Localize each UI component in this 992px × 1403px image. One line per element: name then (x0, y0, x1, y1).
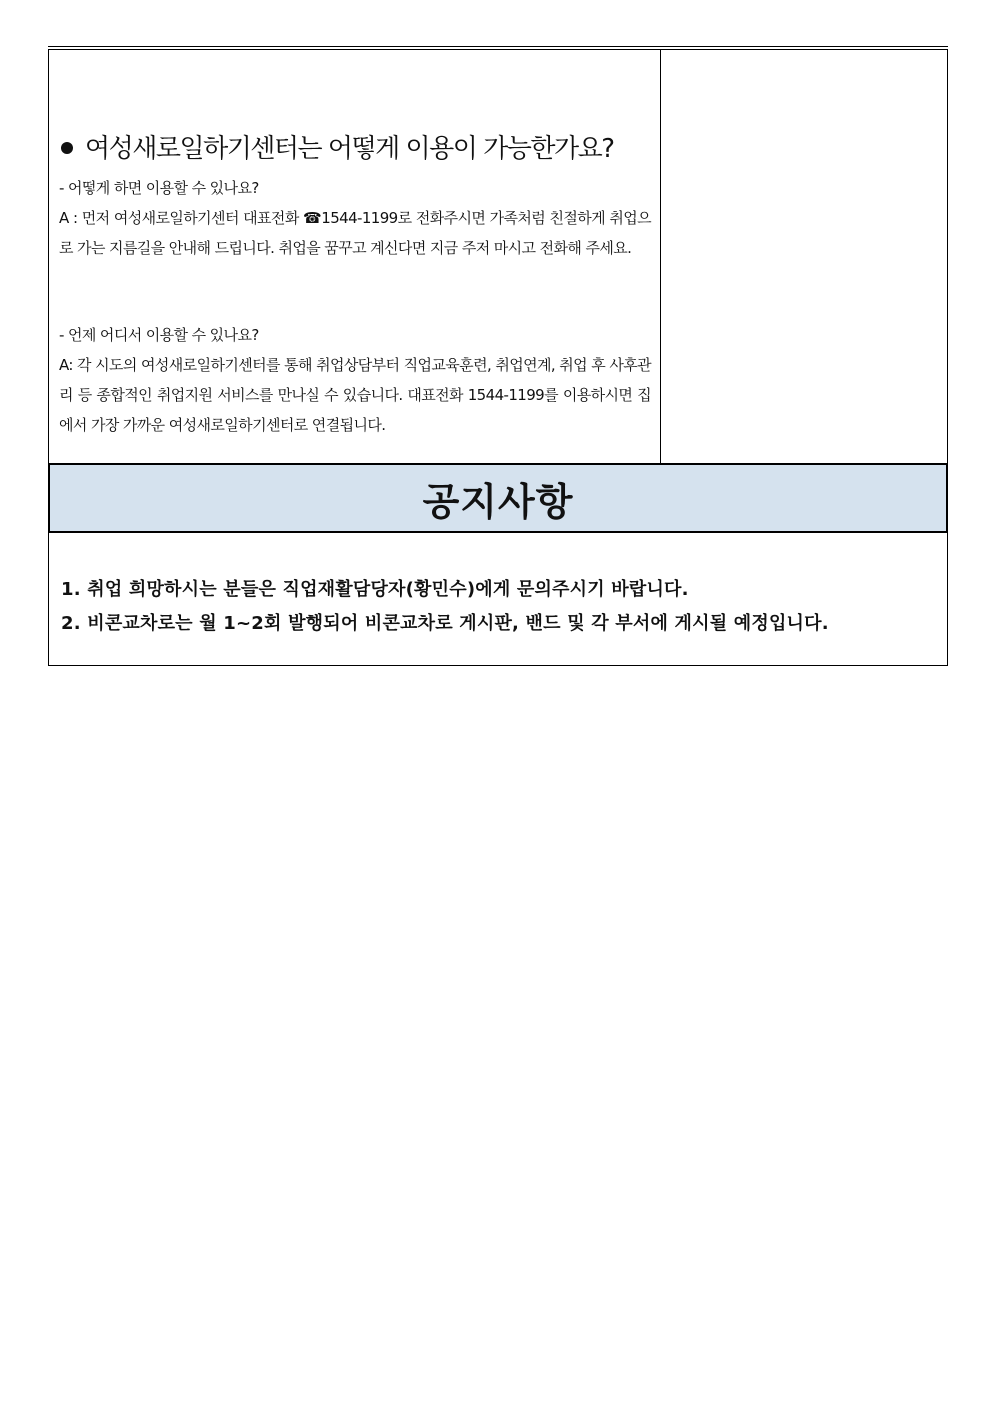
qa-block-2 (59, 320, 651, 440)
notice-item: 2. 비콘교차로는 월 1~2회 발행되어 비콘교차로 게시판, 밴드 및 각 부서에 게시될 예정입니다. (61, 613, 829, 634)
answer-1: A : 먼저 여성새로일하기센터 대표전화 ☎1544-1199로 전화주시면 가족처럼 친절하게 취업으로 가는 지름길을 안내해 드립니다. 취업을 꿈꾸고 계신다면 지금 주저 마시고 전화해 주세요. (59, 209, 651, 257)
empty-side-cell (661, 50, 947, 463)
notice-list (61, 573, 829, 641)
qa-block-1 (59, 173, 651, 263)
question-1: - 어떻게 하면 이용할 수 있나요? (59, 179, 259, 197)
notice-header (48, 463, 948, 533)
qa-heading (59, 128, 614, 165)
answer-2: A: 각 시도의 여성새로일하기센터를 통해 취업상담부터 직업교육훈련, 취업연계, 취업 후 사후관리 등 종합적인 취업지원 서비스를 만나실 수 있습니다. 대표전화 1544-1199를 이용하시면 집에서 가장 가까운 여성새로일하기센터로 연결됩니다. (59, 356, 651, 434)
top-rule (48, 46, 948, 47)
qa-heading-text: 여성새로일하기센터는 어떻게 이용이 가능한가요? (85, 134, 614, 164)
notice-title: 공지사항 (422, 479, 574, 524)
bullet-icon (61, 142, 73, 154)
qa-table (48, 49, 948, 464)
notice-item: 1. 취업 희망하시는 분들은 직업재활담당자(황민수)에게 문의주시기 바랍니다. (61, 579, 689, 600)
question-2: - 언제 어디서 이용할 수 있나요? (59, 326, 259, 344)
notice-box (48, 533, 948, 666)
qa-cell (49, 50, 661, 463)
